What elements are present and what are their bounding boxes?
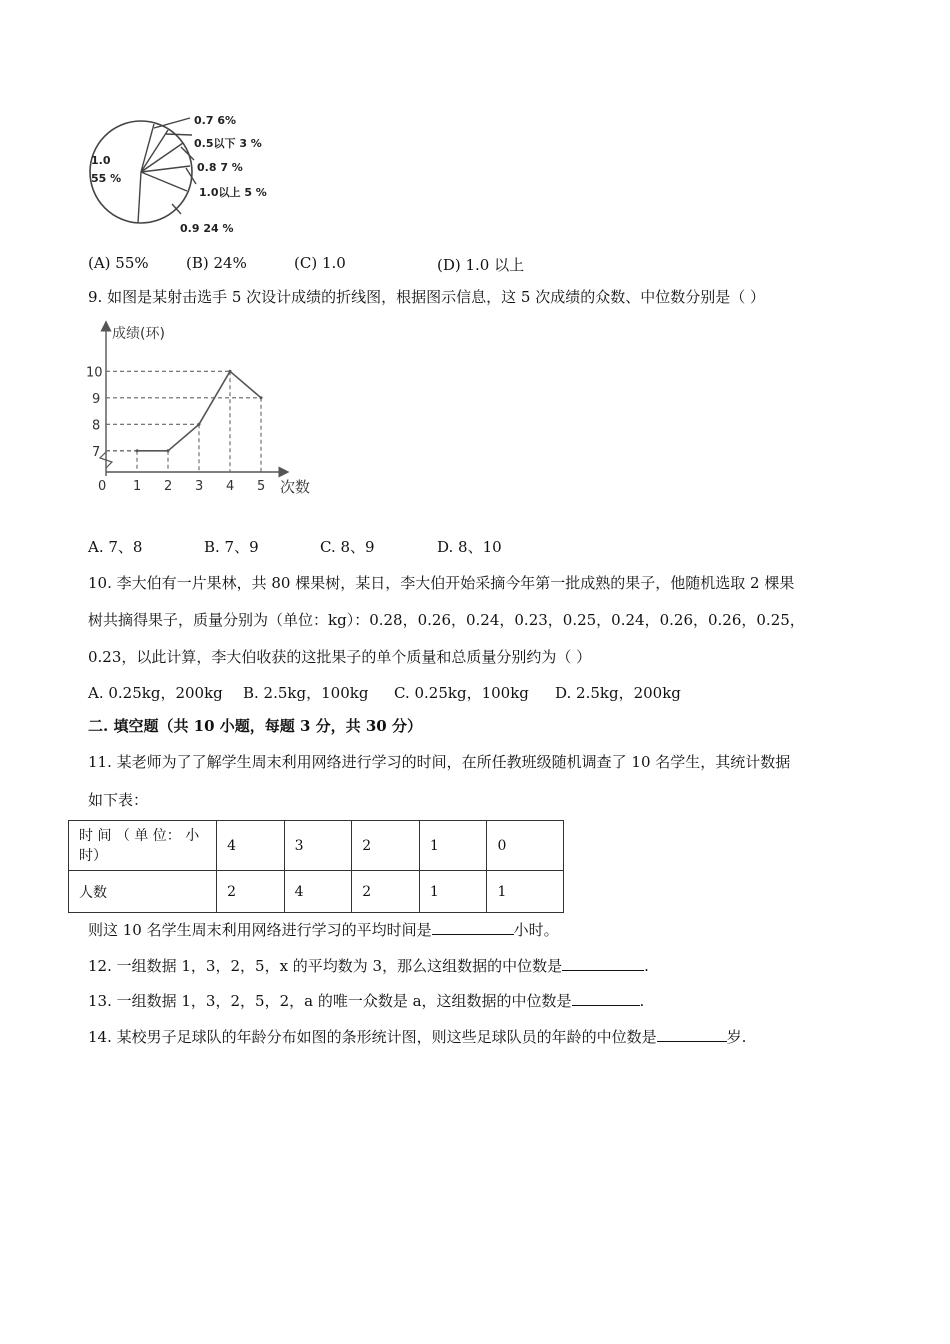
q9-option-d[interactable]: D. 8、10 [437,538,502,556]
q8-option-c[interactable]: (C) 1.0 [294,254,346,272]
q11-line-2: 如下表： [88,791,149,809]
table-row-header: 人数 [69,871,217,913]
q12-stem: 12. 一组数据 1，3，2，5，x 的平均数为 3，那么这组数据的中位数是 [88,957,563,975]
pie-label-big-top: 1.0 [91,154,111,167]
q11-data-table [68,820,564,913]
q14-suffix: 岁. [726,1028,747,1046]
pie-figure [86,108,286,240]
q14-line [88,1025,746,1048]
x-tick-label: 5 [257,479,266,494]
q10-option-b[interactable]: B. 2.5kg，100kg [243,684,369,702]
table-cell: 0 [487,821,564,871]
q11-line-1: 11. 某老师为了了解学生周末利用网络进行学习的时间，在所任教班级随机调查了 10 名学生，其统计数据 [88,753,791,771]
pie-leader-07 [154,118,190,128]
table-cell: 2 [352,821,420,871]
q9-stem: 9. 如图是某射击选手 5 次设计成绩的折线图，根据图示信息，这 5 次成绩的众数、中位数分别是（ ） [88,288,766,306]
table-cell: 3 [284,821,352,871]
pie-label-big-bottom: 55 % [91,172,122,185]
q14-stem: 14. 某校男子足球队的年龄分布如图的条形统计图，则这些足球队员的年龄的中位数是 [88,1028,657,1046]
q10-line-1: 10. 李大伯有一片果林，共 80 棵果树，某日，李大伯开始采摘今年第一批成熟的果子，他随机选取 2 棵果 [88,574,795,592]
x-tick-label: 0 [98,479,107,494]
q13-answer-blank[interactable] [572,989,640,1006]
data-point [198,423,201,426]
x-tick-label: 3 [195,479,204,494]
y-tick-label: 10 [86,365,103,381]
q13-stem: 13. 一组数据 1，3，2，5，2，a 的唯一众数是 a，这组数据的中位数是 [88,992,572,1010]
q12-answer-blank[interactable] [562,954,644,971]
table-row [69,871,564,913]
table-cell: 2 [352,871,420,913]
pie-leader-08 [181,147,194,160]
pie-radius-09 [141,172,187,191]
data-point [167,449,170,452]
y-tick-label: 7 [92,444,101,460]
q9-option-c[interactable]: C. 8、9 [320,538,375,556]
q8-option-a[interactable]: (A) 55% [88,254,149,272]
table-cell: 4 [217,821,285,871]
pie-radius-split [138,172,141,223]
q11-answer-blank[interactable] [432,918,514,935]
pie-label-07: 0.7 6% [194,114,236,127]
time-header-line-2: 时） [79,847,107,864]
x-tick-label: 1 [133,479,142,494]
pie-radius-05 [141,130,168,172]
q10-option-d[interactable]: D. 2.5kg，200kg [555,684,681,702]
q12-line [88,954,649,977]
q8-option-d[interactable]: (D) 1.0 以上 [437,256,525,274]
x-axis-label: 次数 [280,478,311,496]
q12-suffix: . [644,957,649,975]
q9-option-b[interactable]: B. 7、9 [204,538,259,556]
time-header-line-1: 时 间 （ 单 位： 小 [79,827,200,844]
y-tick-label: 8 [92,418,101,434]
q13-suffix: . [639,992,645,1010]
q14-answer-blank[interactable] [657,1025,727,1042]
pie-label-08: 0.8 7 % [197,161,243,174]
q13-line [88,989,644,1012]
pie-leader-05 [166,134,192,135]
pie-label-10up: 1.0以上 5 % [199,186,267,199]
q10-line-3: 0.23，以此计算，李大伯收获的这批果子的单个质量和总质量分别约为（ ） [88,648,592,666]
x-tick-label: 4 [226,479,235,494]
data-point [229,370,232,373]
table-cell: 4 [284,871,352,913]
table-cell: 1 [419,821,487,871]
q10-option-a[interactable]: A. 0.25kg，200kg [88,684,223,702]
y-tick-label: 9 [92,391,101,407]
table-row-header [69,821,217,871]
table-cell: 1 [419,871,487,913]
section-heading-fill-in: 二. 填空题（共 10 小题，每题 3 分，共 30 分） [88,717,422,735]
q9-option-a[interactable]: A. 7、8 [88,538,143,556]
q9-line-chart [84,318,324,500]
data-point [136,449,139,452]
y-axis-label: 成绩(环) [112,326,165,342]
q8-option-b[interactable]: (B) 24% [186,254,247,272]
q10-option-c[interactable]: C. 0.25kg，100kg [394,684,529,702]
table-row [69,821,564,871]
data-point [260,396,263,399]
pie-label-05: 0.5以下 3 % [194,137,262,150]
table-cell: 2 [217,871,285,913]
table-cell: 1 [487,871,564,913]
q11-answer-line [88,918,559,941]
x-tick-label: 2 [164,479,173,494]
q10-line-2: 树共摘得果子，质量分别为（单位：kg）：0.28，0.26，0.24，0.23，0.25，0.24，0.26，0.26，0.25， [88,611,805,629]
q11-answer-prefix: 则这 10 名学生周末利用网络进行学习的平均时间是 [88,921,432,939]
pie-label-09: 0.9 24 % [180,222,234,235]
q11-answer-suffix: 小时。 [513,921,559,939]
